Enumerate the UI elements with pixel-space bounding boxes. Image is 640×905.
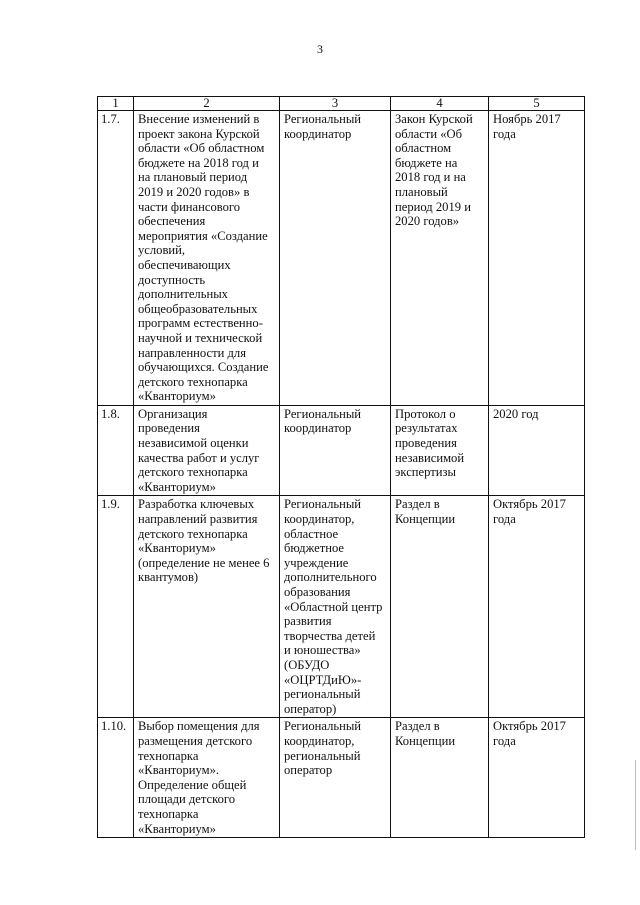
result-cell: Закон Курской области «Об областном бюджете на 2018 год и на плановый период 2019 и 2020 годов»: [391, 111, 489, 406]
action-cell: Организация проведения независимой оценки качества работ и услуг детского технопарка «Кванториум»: [134, 405, 280, 496]
deadline-cell: 2020 год: [489, 405, 585, 496]
deadline-cell: Октябрь 2017 года: [489, 718, 585, 838]
column-header: 2: [134, 97, 280, 111]
responsible-cell: Региональный координатор, областное бюджетное учреждение дополнительного образования «Областной центр развития творчества детей и юношества» (ОБУДО «ОЦРТДиЮ»- региональный оператор): [280, 496, 391, 718]
table-row: [98, 111, 585, 406]
column-header: 5: [489, 97, 585, 111]
responsible-cell: Региональный координатор, региональный оператор: [280, 718, 391, 838]
action-cell: Выбор помещения для размещения детского технопарка «Кванториум». Определение общей площади детского технопарка «Кванториум»: [134, 718, 280, 838]
result-cell: Раздел в Концепции: [391, 718, 489, 838]
column-header: 3: [280, 97, 391, 111]
scan-edge-mark: [635, 760, 636, 850]
action-cell: Разработка ключевых направлений развития детского технопарка «Кванториум» (определение не менее 6 квантумов): [134, 496, 280, 718]
action-cell: Внесение изменений в проект закона Курской области «Об областном бюджете на 2018 год и на плановый период 2019 и 2020 годов» в части финансового обеспечения мероприятия «Создание условий, обеспечивающих доступность дополнительных общеобразовательных программ естественно- научной и технической направленности для обучающихся. Создание детского технопарка «Кванториум»: [134, 111, 280, 406]
item-number: 1.10.: [98, 718, 134, 838]
responsible-cell: Региональный координатор: [280, 111, 391, 406]
deadline-cell: Октябрь 2017 года: [489, 496, 585, 718]
deadline-cell: Ноябрь 2017 года: [489, 111, 585, 406]
action-plan-table: [97, 96, 585, 838]
table-row: [98, 718, 585, 838]
table-row: [98, 496, 585, 718]
header-row: [98, 97, 585, 111]
responsible-cell: Региональный координатор: [280, 405, 391, 496]
result-cell: Раздел в Концепции: [391, 496, 489, 718]
result-cell: Протокол о результатах проведения независимой экспертизы: [391, 405, 489, 496]
column-header: 1: [98, 97, 134, 111]
item-number: 1.9.: [98, 496, 134, 718]
page-number: 3: [317, 42, 323, 56]
item-number: 1.7.: [98, 111, 134, 406]
table-row: [98, 405, 585, 496]
item-number: 1.8.: [98, 405, 134, 496]
column-header: 4: [391, 97, 489, 111]
